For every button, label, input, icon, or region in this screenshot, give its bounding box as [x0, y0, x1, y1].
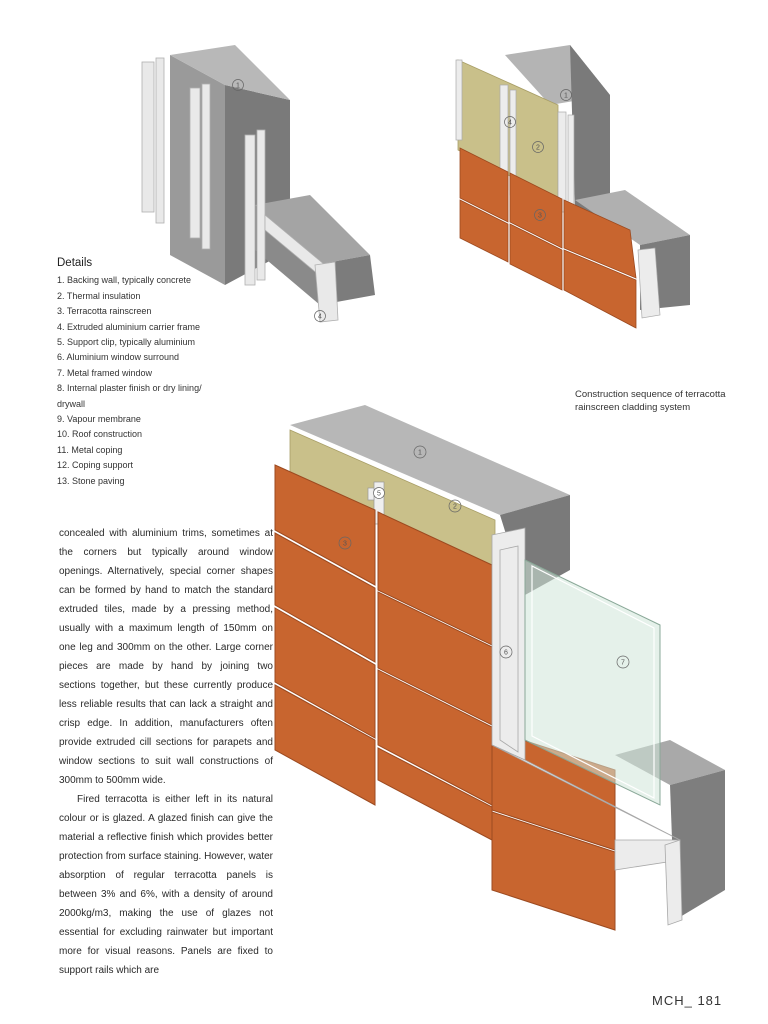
svg-text:1: 1: [236, 82, 240, 90]
svg-text:2: 2: [453, 503, 457, 511]
details-item: 2. Thermal insulation: [57, 290, 141, 301]
svg-text:6: 6: [504, 649, 508, 657]
details-item: 3. Terracotta rainscreen: [57, 306, 152, 317]
details-item: 1. Backing wall, typically concrete: [57, 275, 192, 286]
details-item: 12. Coping support: [57, 460, 134, 471]
figure-caption: Construction sequence of terracotta rainscreen cladding system: [575, 389, 726, 413]
svg-text:3: 3: [538, 212, 542, 220]
page-number: MCH_ 181: [652, 993, 723, 1008]
body-paragraph: concealed with aluminium trims, sometimes at the corners but typically around window openings. Alternatively, special corner shapes can be formed by hand to match the standard extruded tiles, made by a pressing method, usually with a maximum length of 150mm on one leg and 300mm on the other. Large corner pieces are made by hand by joining two sections together, but these currently produce less reliable results that can lack a straight and crisp edge. In addition, manufacturers often provide extruded cill sections for parapets and window sections to suit wall constructions of 300mm to 500mm wide.: [59, 528, 273, 786]
svg-text:5: 5: [377, 490, 381, 498]
svg-text:2: 2: [536, 144, 540, 152]
details-list: [57, 273, 267, 489]
details-item: 8. Internal plaster finish or dry lining/: [57, 383, 202, 394]
svg-text:1: 1: [564, 92, 568, 100]
callout-5-marker: [374, 488, 385, 499]
svg-text:1: 1: [418, 449, 422, 457]
details-heading: Details: [57, 257, 93, 269]
body-text: [59, 524, 273, 980]
body-paragraph: Fired terracotta is either left in its natural colour or is glazed. A glazed finish can give the material a reflective finish which provides better protection from surface staining. However, water absorption of regular terracotta panels is between 3% and 6%, with a density of around 2000kg/m3, making the use of glazes not essential for excluding rainwater but important more for visual reasons. Panels are fixed to support rails which are: [59, 794, 273, 976]
svg-text:4: 4: [508, 119, 512, 127]
details-item: 11. Metal coping: [57, 444, 123, 455]
details-item: drywall: [57, 398, 86, 409]
details-item: 6. Aluminium window surround: [57, 352, 180, 363]
diagram-step-3-full-assembly: [270, 400, 730, 940]
details-item: 5. Support clip, typically aluminium: [57, 337, 196, 348]
svg-text:4: 4: [318, 313, 322, 321]
details-item: 10. Roof construction: [57, 429, 143, 440]
details-item: 7. Metal framed window: [57, 367, 153, 378]
details-item: 13. Stone paving: [57, 475, 125, 486]
diagram-step-2-insulation-terracotta: [450, 50, 700, 335]
svg-text:3: 3: [343, 540, 347, 548]
details-item: 4. Extruded aluminium carrier frame: [57, 321, 201, 332]
details-legend: [57, 256, 267, 489]
details-item: 9. Vapour membrane: [57, 414, 141, 425]
svg-text:7: 7: [621, 659, 625, 667]
